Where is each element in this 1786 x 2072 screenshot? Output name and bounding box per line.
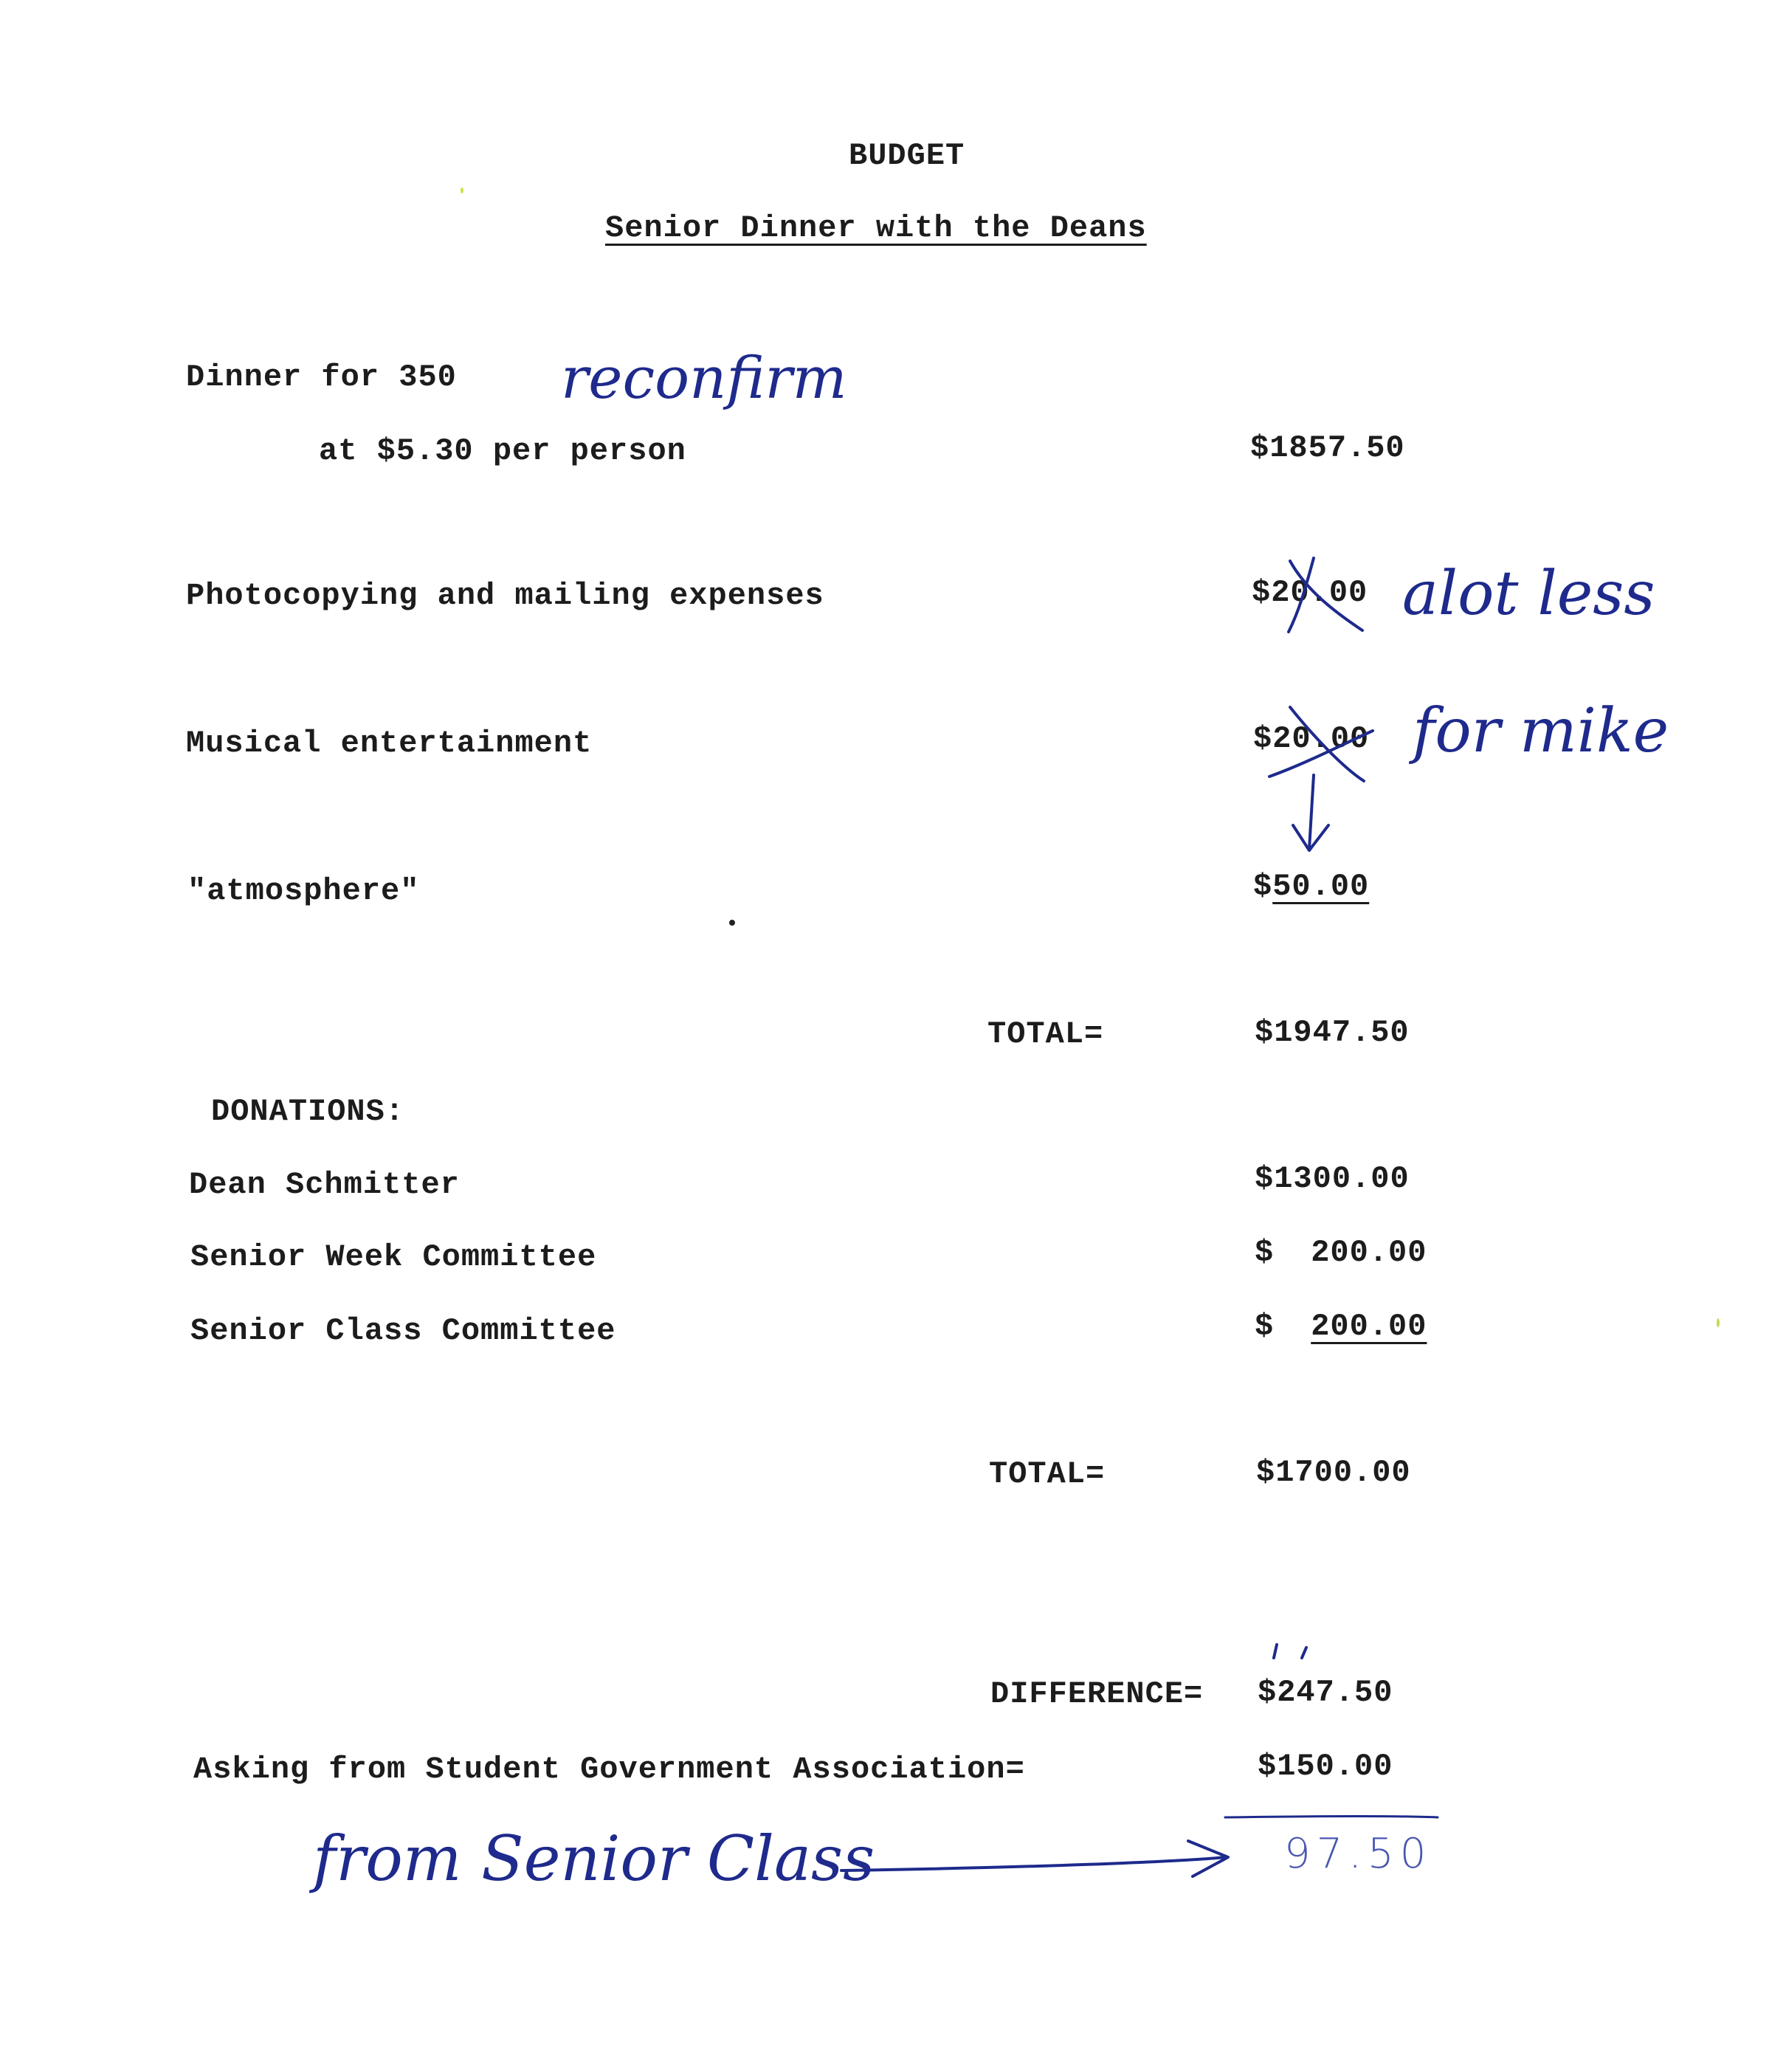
handwritten-reconfirm: reconfirm: [561, 345, 847, 412]
donation-amount: [1255, 1237, 1427, 1268]
paper-speck: [461, 187, 463, 193]
handwritten-alot-less: alot less: [1402, 559, 1655, 629]
handwritten-from-senior-class: from Senior Class: [313, 1823, 875, 1895]
atmosphere-amount: 50.00: [1272, 869, 1370, 904]
atmosphere-amount-row: [1253, 871, 1369, 902]
music-amount: $20.00: [1253, 721, 1370, 757]
document-title: BUDGET: [849, 138, 965, 173]
photocopy-label: Photocopying and mailing expenses: [186, 578, 824, 613]
handwritten-remainder: 97.50: [1284, 1830, 1432, 1878]
sum-line: [1225, 1817, 1438, 1818]
right-arrow-head: [1188, 1841, 1228, 1876]
asking-amount: $150.00: [1258, 1749, 1393, 1784]
down-arrow-head: [1293, 825, 1328, 850]
donation-label: Senior Class Committee: [190, 1313, 616, 1349]
dinner-sub-label: at $5.30 per person: [319, 433, 686, 469]
asking-label: Asking from Student Government Association=: [193, 1752, 1025, 1787]
tick-mark: [1274, 1645, 1277, 1658]
dinner-amount: $1857.50: [1250, 430, 1405, 466]
tick-mark: [1302, 1648, 1306, 1658]
paper-speck: [729, 920, 735, 926]
music-label: Musical entertainment: [186, 726, 593, 761]
donations-total-label: TOTAL=: [989, 1456, 1106, 1492]
down-arrow-icon: [1309, 775, 1314, 849]
donation-currency: $: [1255, 1309, 1275, 1344]
atmosphere-currency: $: [1253, 869, 1273, 904]
donation-label: Dean Schmitter: [189, 1167, 460, 1202]
atmosphere-label: "atmosphere": [187, 873, 420, 909]
donations-heading: DONATIONS:: [211, 1094, 405, 1129]
expenses-total-label: TOTAL=: [987, 1016, 1104, 1052]
donation-value: 1300.00: [1274, 1161, 1410, 1197]
handwritten-for-mike: for mike: [1413, 696, 1669, 766]
donation-currency: $: [1255, 1161, 1275, 1197]
donation-currency: $: [1255, 1235, 1275, 1270]
expenses-total-amount: $1947.50: [1255, 1015, 1410, 1050]
photocopy-amount: $20.00: [1252, 575, 1368, 610]
donation-value: 200.00: [1311, 1309, 1427, 1344]
donation-label: Senior Week Committee: [190, 1239, 597, 1275]
document-subtitle: Senior Dinner with the Deans: [605, 210, 1147, 246]
difference-amount: $247.50: [1258, 1675, 1393, 1710]
donations-total-amount: $1700.00: [1256, 1455, 1411, 1490]
donation-amount: [1255, 1161, 1410, 1197]
difference-label: DIFFERENCE=: [990, 1676, 1204, 1712]
right-arrow-icon: [841, 1857, 1225, 1870]
donation-value: 200.00: [1311, 1235, 1427, 1270]
dinner-label: Dinner for 350: [186, 359, 457, 395]
donation-amount: [1255, 1311, 1427, 1342]
paper-speck: [1717, 1318, 1720, 1327]
